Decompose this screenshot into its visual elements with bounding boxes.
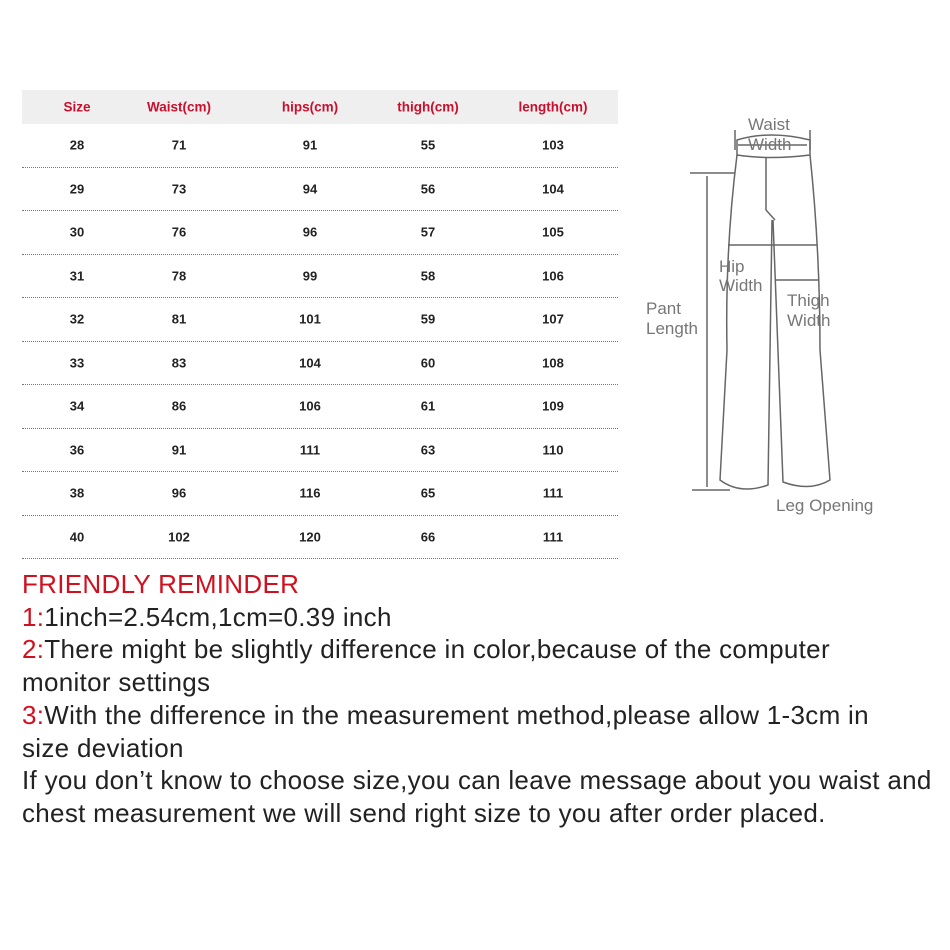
table-cell: 103: [542, 137, 564, 153]
table-cell: 83: [171, 355, 187, 371]
table-cell: 110: [542, 442, 564, 458]
header-length: length(cm): [518, 99, 588, 115]
table-cell: 57: [420, 224, 436, 240]
pants-measurement-diagram: [630, 100, 910, 530]
table-cell: 78: [171, 268, 187, 284]
header-hips: hips(cm): [281, 99, 339, 115]
header-thigh: thigh(cm): [397, 99, 459, 115]
thigh-label-1: Thigh: [787, 291, 830, 310]
table-cell: 28: [69, 137, 85, 153]
table-cell: 106: [299, 398, 321, 414]
table-cell: 61: [420, 398, 436, 414]
table-cell: 102: [168, 529, 190, 545]
table-cell: 34: [69, 398, 85, 414]
table-cell: 99: [302, 268, 318, 284]
leg-opening-label: Leg Opening: [776, 496, 874, 515]
table-cell: 33: [69, 355, 85, 371]
waist-label-2: Width: [748, 135, 792, 154]
table-cell: 55: [420, 137, 436, 153]
table-cell: 106: [542, 268, 564, 284]
table-row: [22, 255, 618, 299]
reminder-item-3: 3:With the difference in the measurement method,please allow 1-3cm in size deviation: [22, 699, 869, 763]
table-cell: 104: [542, 181, 564, 197]
header-size: Size: [63, 99, 91, 115]
reminder-item-2: 2:There might be slightly difference in color,because of the computer monitor settings: [22, 634, 830, 698]
hip-label-1: Hip: [719, 257, 745, 276]
reminder-item-1: 1:1inch=2.54cm,1cm=0.39 inch: [22, 601, 392, 632]
table-row: [22, 385, 618, 429]
table-cell: 56: [420, 181, 436, 197]
table-cell: 96: [171, 485, 187, 501]
table-cell: 58: [420, 268, 436, 284]
table-row: [22, 298, 618, 342]
header-waist: Waist(cm): [146, 99, 212, 115]
table-cell: 86: [171, 398, 187, 414]
table-cell: 81: [171, 311, 187, 327]
table-cell: 91: [302, 137, 318, 153]
table-header: [22, 90, 618, 124]
table-row: [22, 168, 618, 212]
table-cell: 29: [69, 181, 85, 197]
table-cell: 32: [69, 311, 85, 327]
table-cell: 91: [171, 442, 187, 458]
table-cell: 38: [69, 485, 85, 501]
table-row: [22, 342, 618, 386]
table-cell: 30: [69, 224, 85, 240]
table-row: [22, 124, 618, 168]
table-cell: 36: [69, 442, 85, 458]
table-cell: 111: [542, 529, 564, 545]
table-cell: 71: [171, 137, 187, 153]
thigh-label-2: Width: [787, 311, 831, 330]
table-cell: 31: [69, 268, 85, 284]
table-cell: 108: [542, 355, 564, 371]
table-cell: 63: [420, 442, 436, 458]
table-row: [22, 516, 618, 560]
table-cell: 96: [302, 224, 318, 240]
table-cell: 116: [299, 485, 321, 501]
table-cell: 40: [69, 529, 85, 545]
table-cell: 66: [420, 529, 436, 545]
reminder-title: FRIENDLY REMINDER: [22, 569, 300, 599]
table-row: [22, 211, 618, 255]
waist-label-1: Waist: [748, 115, 790, 134]
table-cell: 111: [542, 485, 564, 501]
table-cell: 120: [299, 529, 321, 545]
table-cell: 59: [420, 311, 436, 327]
reminder-footer: If you don’t know to choose size,you can leave message about you waist and chest measurement we will send right size to you after order placed.: [22, 765, 932, 828]
table-cell: 109: [542, 398, 564, 414]
table-cell: 60: [420, 355, 436, 371]
table-cell: 76: [171, 224, 187, 240]
table-cell: 65: [420, 485, 436, 501]
table-row: [22, 472, 618, 516]
length-label-2: Length: [646, 319, 698, 338]
table-cell: 105: [542, 224, 564, 240]
table-cell: 73: [171, 181, 187, 197]
friendly-reminder: [22, 568, 942, 830]
table-cell: 111: [299, 442, 321, 458]
table-row: [22, 429, 618, 473]
length-label-1: Pant: [646, 299, 681, 318]
table-cell: 107: [542, 311, 564, 327]
table-cell: 104: [299, 355, 321, 371]
size-table: [22, 90, 618, 559]
hip-label-2: Width: [719, 276, 763, 295]
table-cell: 94: [302, 181, 318, 197]
table-cell: 101: [299, 311, 321, 327]
